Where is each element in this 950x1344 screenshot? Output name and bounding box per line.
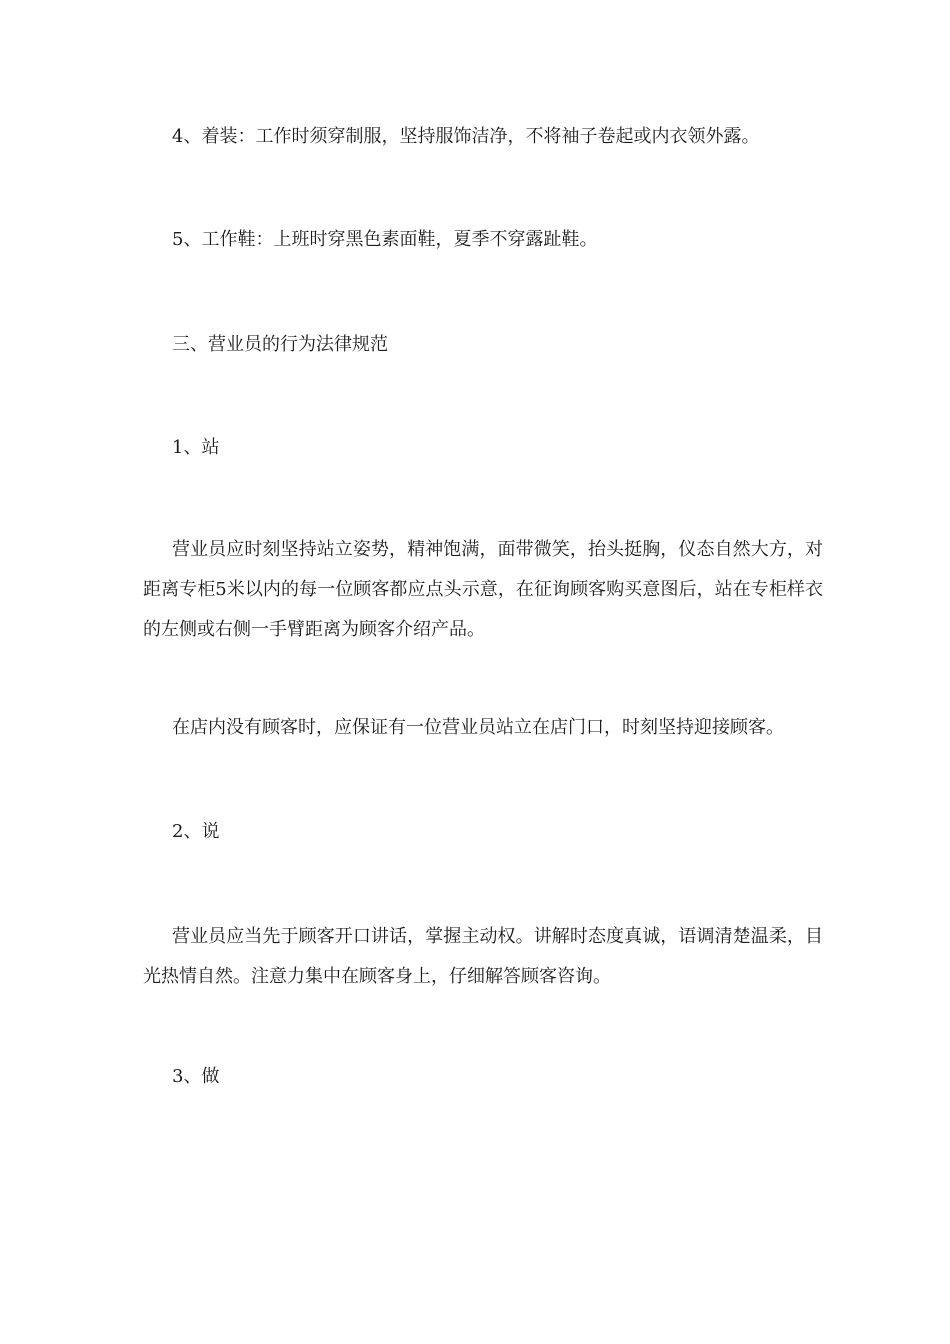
sub-1-paragraph-2: 在店内没有顾客时，应保证有一位营业员站立在店门口，时刻坚持迎接顾客。 — [172, 717, 784, 738]
section-3-heading: 三、营业员的行为法律规范 — [172, 334, 388, 355]
sub-2-heading-speak: 2、说 — [172, 821, 220, 842]
sub-1-paragraph-1: 营业员应时刻坚持站立姿势，精神饱满，面带微笑，抬头挺胸，仪态自然大方，对距离专柜5米以内的每一位顾客都应点头示意，在征询顾客购买意图后，站在专柜样衣的左侧或右侧一手臂距离为顾客介绍产品。 — [143, 539, 823, 640]
item-4-dress-code: 4、着装：工作时须穿制服，坚持服饰洁净，不将袖子卷起或内衣领外露。 — [172, 126, 760, 147]
sub-1-heading-stand: 1、站 — [172, 437, 220, 458]
sub-3-heading-act: 3、做 — [172, 1066, 220, 1087]
item-5-work-shoes: 5、工作鞋：上班时穿黑色素面鞋，夏季不穿露趾鞋。 — [172, 229, 598, 250]
sub-2-paragraph-1: 营业员应当先于顾客开口讲话，掌握主动权。讲解时态度真诚，语调清楚温柔，目光热情自然。注意力集中在顾客身上，仔细解答顾客咨询。 — [143, 926, 823, 987]
